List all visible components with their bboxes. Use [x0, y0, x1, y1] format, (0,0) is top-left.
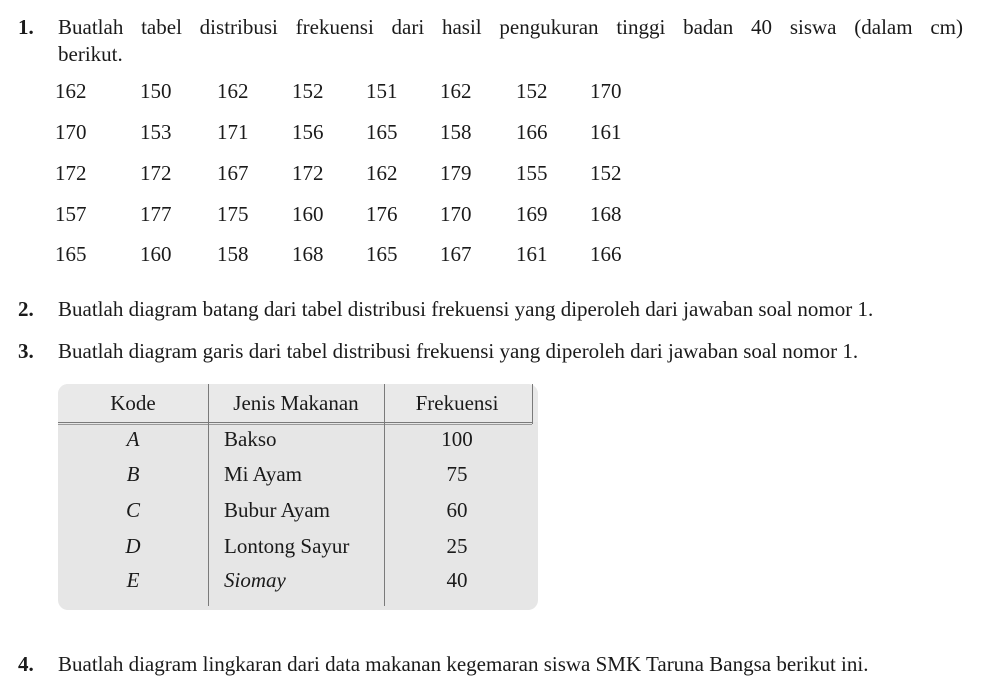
height-value: 167 — [217, 161, 249, 185]
cell-food: Siomay — [224, 568, 286, 592]
height-value: 169 — [516, 202, 548, 226]
height-value: 170 — [590, 79, 622, 103]
cell-food: Lontong Sayur — [224, 534, 350, 558]
header-code: Kode — [110, 391, 156, 415]
height-value: 157 — [55, 202, 87, 226]
height-value: 171 — [217, 120, 249, 144]
height-value: 155 — [516, 161, 548, 185]
table-header — [58, 384, 538, 422]
height-value: 162 — [217, 79, 249, 103]
question-text: Buatlah diagram lingkaran dari data makanan kegemaran siswa SMK Taruna Bangsa berikut ini. — [58, 652, 869, 676]
height-row — [55, 78, 655, 104]
height-value: 172 — [292, 161, 324, 185]
height-row — [55, 241, 655, 267]
cell-food: Mi Ayam — [224, 462, 302, 486]
table-edge — [532, 384, 533, 424]
height-value: 153 — [140, 120, 172, 144]
cell-frequency: 100 — [441, 427, 473, 451]
question-text: Buatlah diagram garis dari tabel distribusi frekuensi yang diperoleh dari jawaban soal nomor 1. — [58, 339, 859, 363]
height-value: 161 — [590, 120, 622, 144]
cell-frequency: 75 — [446, 462, 468, 486]
height-value: 152 — [516, 79, 548, 103]
height-value: 168 — [292, 242, 324, 266]
cell-food: Bakso — [224, 427, 277, 451]
height-value: 172 — [140, 161, 172, 185]
height-value: 165 — [366, 120, 398, 144]
cell-frequency: 40 — [446, 568, 468, 592]
header-divider — [58, 422, 532, 423]
height-value: 162 — [55, 79, 87, 103]
question-number: 1. — [18, 15, 34, 39]
height-row — [55, 119, 655, 145]
height-value: 168 — [590, 202, 622, 226]
height-value: 165 — [366, 242, 398, 266]
question-text: Buatlah diagram batang dari tabel distribusi frekuensi yang diperoleh dari jawaban soal nomor 1. — [58, 297, 874, 321]
height-row — [55, 201, 655, 227]
header-food: Jenis Makanan — [233, 391, 359, 415]
height-value: 177 — [140, 202, 172, 226]
cell-code: E — [126, 568, 140, 592]
cell-code: D — [125, 534, 141, 558]
question-text: Buatlah tabel distribusi frekuensi dari hasil pengukuran tinggi badan 40 siswa (dalam cm) — [58, 15, 963, 39]
height-value: 162 — [440, 79, 472, 103]
cell-code: A — [126, 427, 140, 451]
height-value: 170 — [440, 202, 472, 226]
question-number: 4. — [18, 652, 34, 676]
cell-frequency: 25 — [446, 534, 468, 558]
header-divider-double — [58, 424, 532, 425]
height-value: 176 — [366, 202, 398, 226]
height-value: 167 — [440, 242, 472, 266]
height-value: 161 — [516, 242, 548, 266]
height-value: 158 — [440, 120, 472, 144]
height-value: 160 — [140, 242, 172, 266]
question-number: 2. — [18, 297, 34, 321]
height-value: 166 — [516, 120, 548, 144]
cell-food: Bubur Ayam — [224, 498, 330, 522]
food-frequency-table — [58, 384, 538, 610]
height-value: 172 — [55, 161, 87, 185]
height-value: 175 — [217, 202, 249, 226]
question-text-continued: berikut. — [58, 42, 123, 66]
height-value: 165 — [55, 242, 87, 266]
height-value: 179 — [440, 161, 472, 185]
height-value: 158 — [217, 242, 249, 266]
height-value: 152 — [590, 161, 622, 185]
question-number: 3. — [18, 339, 34, 363]
height-value: 156 — [292, 120, 324, 144]
height-row — [55, 160, 655, 186]
height-value: 152 — [292, 79, 324, 103]
height-value: 151 — [366, 79, 398, 103]
height-value: 150 — [140, 79, 172, 103]
cell-frequency: 60 — [446, 498, 468, 522]
height-value: 160 — [292, 202, 324, 226]
column-divider — [208, 384, 209, 606]
header-frequency: Frekuensi — [415, 391, 499, 415]
height-value: 166 — [590, 242, 622, 266]
cell-code: B — [126, 462, 140, 486]
height-value: 170 — [55, 120, 87, 144]
cell-code: C — [125, 498, 140, 522]
height-value: 162 — [366, 161, 398, 185]
